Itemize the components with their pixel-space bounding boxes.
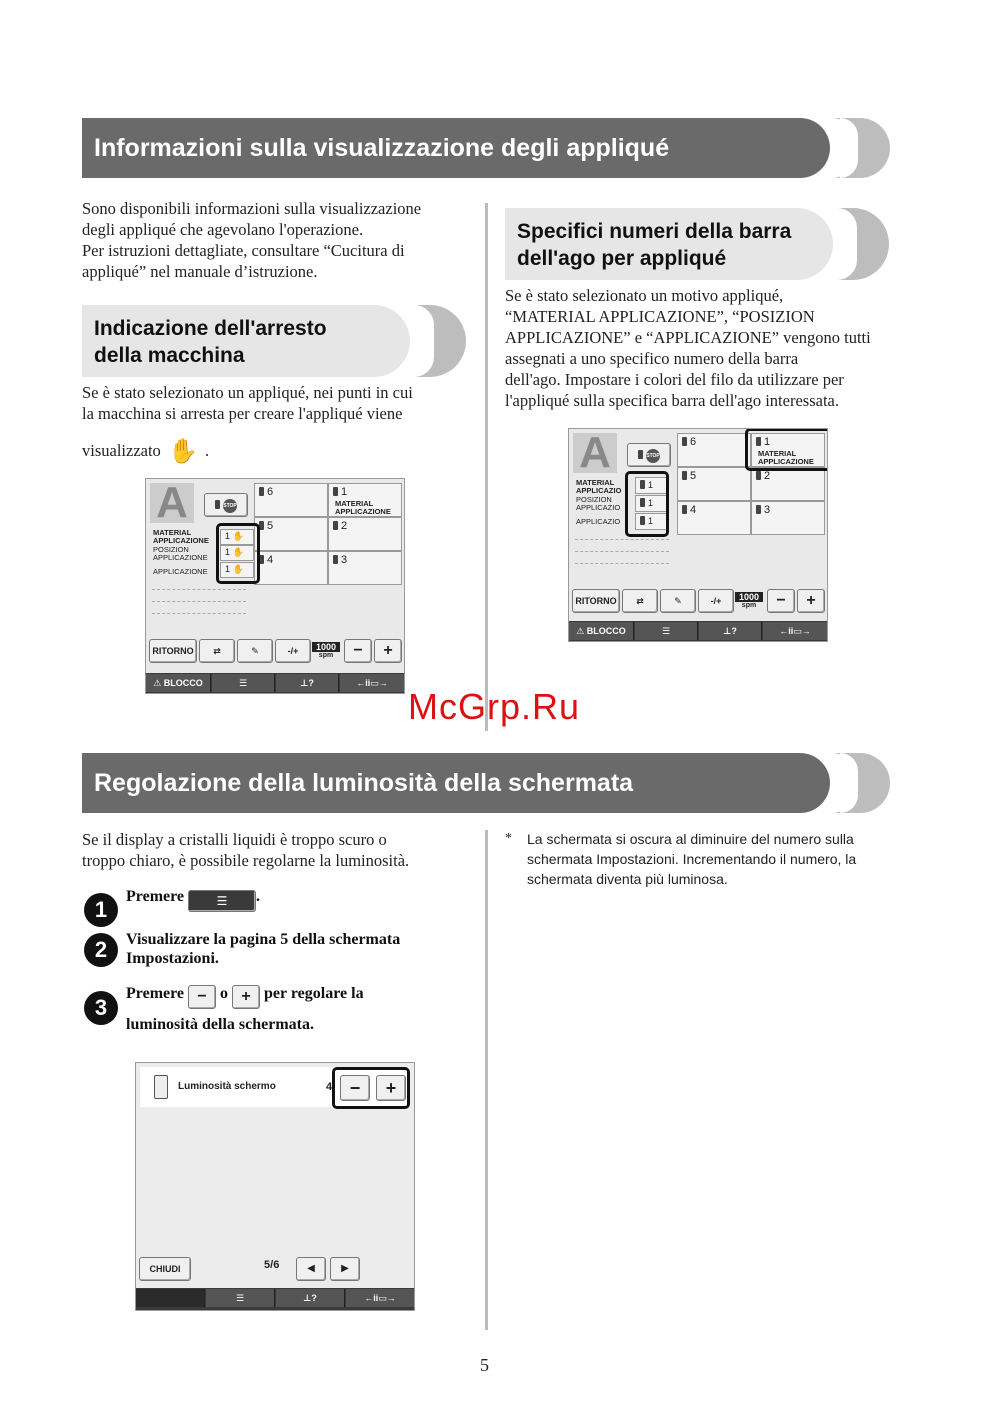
luminosita-intro: Se il display a cristalli liquidi è troppo scuro o troppo chiaro, è possibile regolarne la luminosità.: [82, 830, 410, 870]
speed-display: 1000 spm: [735, 592, 763, 609]
numeri-paragraph: Se è stato selezionato un motivo appliqué, “MATERIAL APPLICAZIONE”, “POSIZION APPLICAZIONE” e “APPLICAZIONE” vengono tutti assegnati a uno specifico numero della barra dell'ago. Impostare i colori del filo da utilizzare per l'appliqué sulla specifica barra dell'ago interessata.: [505, 286, 871, 410]
help-button[interactable]: ⊥?: [276, 674, 339, 692]
label-applicazione: APPLICAZIONE: [153, 567, 208, 576]
needle-cell-6[interactable]: 6: [677, 433, 751, 467]
intro-paragraph: Sono disponibili informazioni sulla visualizzazione degli appliqué che agevolano l'operazione. Per istruzioni dettagliate, consultare “Cucitura di appliqué” nel manuale d’istruzione.: [82, 199, 422, 281]
brightness-plus-button[interactable]: +: [376, 1075, 406, 1101]
frame-move-icon[interactable]: ←ii▭→: [763, 622, 828, 640]
stop-button[interactable]: STOP: [627, 443, 671, 467]
row-1: 1: [635, 477, 667, 494]
step-number-3: 3: [84, 991, 118, 1025]
swap-icon[interactable]: ⇄: [622, 589, 658, 613]
needle-cell-4[interactable]: 4: [677, 501, 751, 535]
minus-icon: −: [188, 985, 216, 1009]
brightness-minus-button[interactable]: −: [340, 1075, 370, 1101]
brightness-label: Luminosità schermo: [178, 1081, 276, 1092]
ritorno-button[interactable]: RITORNO: [572, 589, 620, 613]
needle-cell-1[interactable]: 1 MATERIAL APPLICAZIONE: [328, 483, 402, 517]
speed-plus-button[interactable]: +: [797, 589, 825, 613]
speed-plus-button[interactable]: +: [374, 639, 402, 663]
settings-screen: [135, 1062, 415, 1311]
row-3: 1 ✋: [220, 562, 254, 578]
highlight-box-needle: [745, 428, 828, 471]
hand-icon: ✋: [232, 531, 244, 541]
needle-cell-2[interactable]: 2: [751, 467, 825, 501]
needle-cell-3[interactable]: 3: [328, 551, 402, 585]
plus-icon: +: [232, 985, 260, 1009]
needle-updown-icon[interactable]: -/+: [275, 639, 311, 663]
settings-icon[interactable]: ☰: [635, 622, 698, 640]
warning-icon: ⚠: [576, 626, 585, 636]
machine-screen-right: [568, 428, 828, 642]
help-button[interactable]: ⊥?: [276, 1289, 345, 1307]
step-1: Premere ☰ .: [126, 887, 260, 912]
label-posizion: POSIZION APPLICAZIO: [576, 495, 621, 512]
row-1: 1 ✋: [220, 529, 254, 545]
chiudi-button[interactable]: CHIUDI: [139, 1257, 191, 1281]
subheader-arresto: Indicazione dell'arresto della macchina: [82, 305, 467, 377]
needle-cell-1[interactable]: 1 MATERIAL APPLICAZIONE: [751, 433, 825, 467]
stop-button[interactable]: STOP: [204, 493, 248, 517]
help-button[interactable]: ⊥?: [699, 622, 762, 640]
note-star: *: [505, 831, 512, 846]
pattern-preview: A: [573, 433, 617, 473]
label-posizion: POSIZION APPLICAZIONE: [153, 545, 208, 562]
settings-icon: ☰: [188, 890, 256, 912]
needle-updown-icon[interactable]: -/+: [698, 589, 734, 613]
machine-screen-left: [145, 478, 405, 694]
next-page-button[interactable]: ▶: [330, 1257, 360, 1281]
needle-tool-icon[interactable]: ✎: [237, 639, 273, 663]
hand-icon: ✋: [232, 547, 244, 557]
speed-minus-button[interactable]: −: [344, 639, 372, 663]
brightness-value: 4: [326, 1081, 333, 1093]
label-applicazione: APPLICAZIO: [576, 517, 621, 526]
label-material: MATERIAL APPLICAZIONE: [153, 528, 209, 545]
hand-icon: ✋: [167, 439, 198, 465]
column-divider-2: [485, 830, 488, 1330]
page-number: 5: [480, 1355, 489, 1375]
settings-icon[interactable]: ☰: [212, 674, 275, 692]
subheader-numeri: Specifici numeri della barra dell'ago per appliqué: [505, 208, 890, 280]
pattern-preview: A: [150, 483, 194, 523]
highlight-box-brightness: [332, 1067, 410, 1109]
needle-cell-2[interactable]: 2: [328, 517, 402, 551]
frame-move-icon[interactable]: ←ii▭→: [340, 674, 405, 692]
needle-cell-5[interactable]: 5: [254, 517, 328, 551]
label-material: MATERIAL APPLICAZIO: [576, 478, 622, 495]
hand-icon: ✋: [232, 564, 244, 574]
row-2: 1 ✋: [220, 545, 254, 561]
blocco-button[interactable]: ⚠ BLOCCO: [146, 674, 211, 692]
prev-page-button[interactable]: ◀: [296, 1257, 326, 1281]
step-3: Premere − o + per regolare la: [126, 984, 364, 1009]
arresto-paragraph: Se è stato selezionato un appliqué, nei punti in cui la macchina si arresta per creare l'appliqué viene: [82, 383, 413, 423]
swap-icon[interactable]: ⇄: [199, 639, 235, 663]
watermark: McGrp.Ru: [408, 686, 581, 727]
ritorno-button[interactable]: RITORNO: [149, 639, 197, 663]
row-2: 1: [635, 495, 667, 512]
note: La schermata si oscura al diminuire del numero sulla schermata Impostazioni. Incrementando il numero, la schermata diventa più luminosa.: [527, 831, 857, 887]
needle-cell-5[interactable]: 5: [677, 467, 751, 501]
step-3-cont: luminosità della schermata.: [126, 1016, 314, 1033]
row-3: 1: [635, 513, 667, 530]
step-number-2: 2: [84, 933, 118, 967]
frame-move-icon[interactable]: ←ii▭→: [346, 1289, 415, 1307]
empty-slot: [136, 1289, 205, 1307]
page-indicator: 5/6: [264, 1259, 280, 1271]
needle-cell-4[interactable]: 4: [254, 551, 328, 585]
step-2: Visualizzare la pagina 5 della schermata Impostazioni.: [126, 931, 401, 967]
section-title: Regolazione della luminosità della schermata: [94, 769, 634, 797]
section-header-luminosita: [82, 753, 890, 813]
needle-cell-3[interactable]: 3: [751, 501, 825, 535]
blocco-button[interactable]: ⚠ BLOCCO: [569, 622, 634, 640]
highlight-box: [216, 523, 260, 584]
step-number-1: 1: [84, 893, 118, 927]
column-divider: [485, 203, 488, 731]
speed-minus-button[interactable]: −: [767, 589, 795, 613]
needle-cell-6[interactable]: 6: [254, 483, 328, 517]
warning-icon: ⚠: [153, 678, 162, 688]
display-icon: [154, 1075, 168, 1099]
section-header-appliqué: [82, 118, 890, 178]
arresto-paragraph-end: visualizzato ✋ .: [82, 439, 210, 465]
highlight-box-rows: [625, 471, 669, 537]
speed-display: 1000 spm: [312, 642, 340, 659]
section-title: Informazioni sulla visualizzazione degli appliqué: [94, 134, 670, 162]
needle-tool-icon[interactable]: ✎: [660, 589, 696, 613]
settings-icon[interactable]: ☰: [206, 1289, 275, 1307]
